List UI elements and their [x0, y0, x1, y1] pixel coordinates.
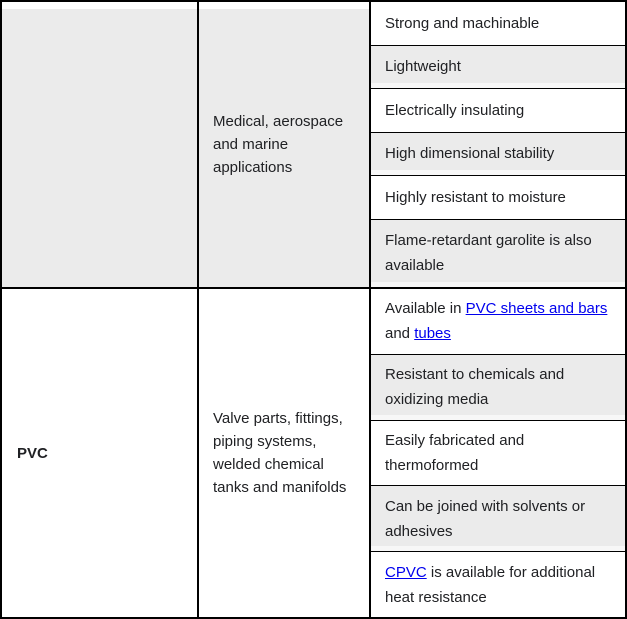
feature-text-segment: is available for additional heat resistance — [385, 563, 596, 606]
feature-text-segment: Available in — [385, 300, 466, 318]
feature-text — [385, 494, 611, 544]
feature-text-segment: and — [385, 325, 415, 343]
applications-cell — [199, 289, 371, 617]
applications-text: Valve parts, fittings, piping systems, welded chemical tanks and manifolds — [213, 410, 347, 496]
pvc-sheets-and-bars-link[interactable]: PVC sheets and bars — [465, 300, 608, 318]
feature-text-segment: Easily fabricated and thermoformed — [385, 431, 525, 474]
feature-cell — [371, 289, 625, 355]
material-row — [2, 287, 625, 617]
feature-cell — [371, 89, 625, 133]
feature-cell — [371, 2, 625, 46]
feature-text-segment: Lightweight — [385, 58, 461, 76]
material-cell: PVC — [2, 289, 199, 617]
material-row — [2, 2, 625, 287]
feature-text — [385, 98, 611, 123]
feature-text — [385, 362, 611, 412]
applications-text: Medical, aerospace and marine applications — [213, 113, 344, 176]
feature-cell — [371, 552, 625, 617]
feature-text — [385, 141, 611, 166]
feature-text — [385, 560, 611, 610]
feature-text-segment: Highly resistant to moisture — [385, 188, 566, 206]
feature-cell — [371, 220, 625, 288]
feature-text — [385, 11, 611, 36]
cpvc-link[interactable]: CPVC — [385, 563, 427, 581]
feature-text — [385, 228, 611, 278]
feature-text-segment: Electrically insulating — [385, 101, 525, 119]
feature-text — [385, 428, 611, 478]
feature-text — [385, 54, 611, 79]
feature-cell — [371, 176, 625, 220]
features-column — [371, 2, 625, 287]
tubes-link[interactable]: tubes — [414, 325, 451, 343]
feature-cell — [371, 421, 625, 487]
feature-text-segment: Resistant to chemicals and oxidizing media — [385, 366, 565, 409]
feature-cell — [371, 355, 625, 421]
feature-text — [385, 185, 611, 210]
feature-cell — [371, 486, 625, 552]
feature-text — [385, 296, 611, 346]
feature-cell — [371, 46, 625, 90]
feature-cell — [371, 133, 625, 177]
feature-text-segment: High dimensional stability — [385, 145, 555, 163]
applications-cell — [199, 2, 371, 287]
material-cell — [2, 2, 199, 287]
features-column — [371, 289, 625, 617]
feature-text-segment: Flame-retardant garolite is also available — [385, 232, 592, 275]
feature-text-segment: Strong and machinable — [385, 14, 540, 32]
feature-text-segment: Can be joined with solvents or adhesives — [385, 497, 586, 540]
